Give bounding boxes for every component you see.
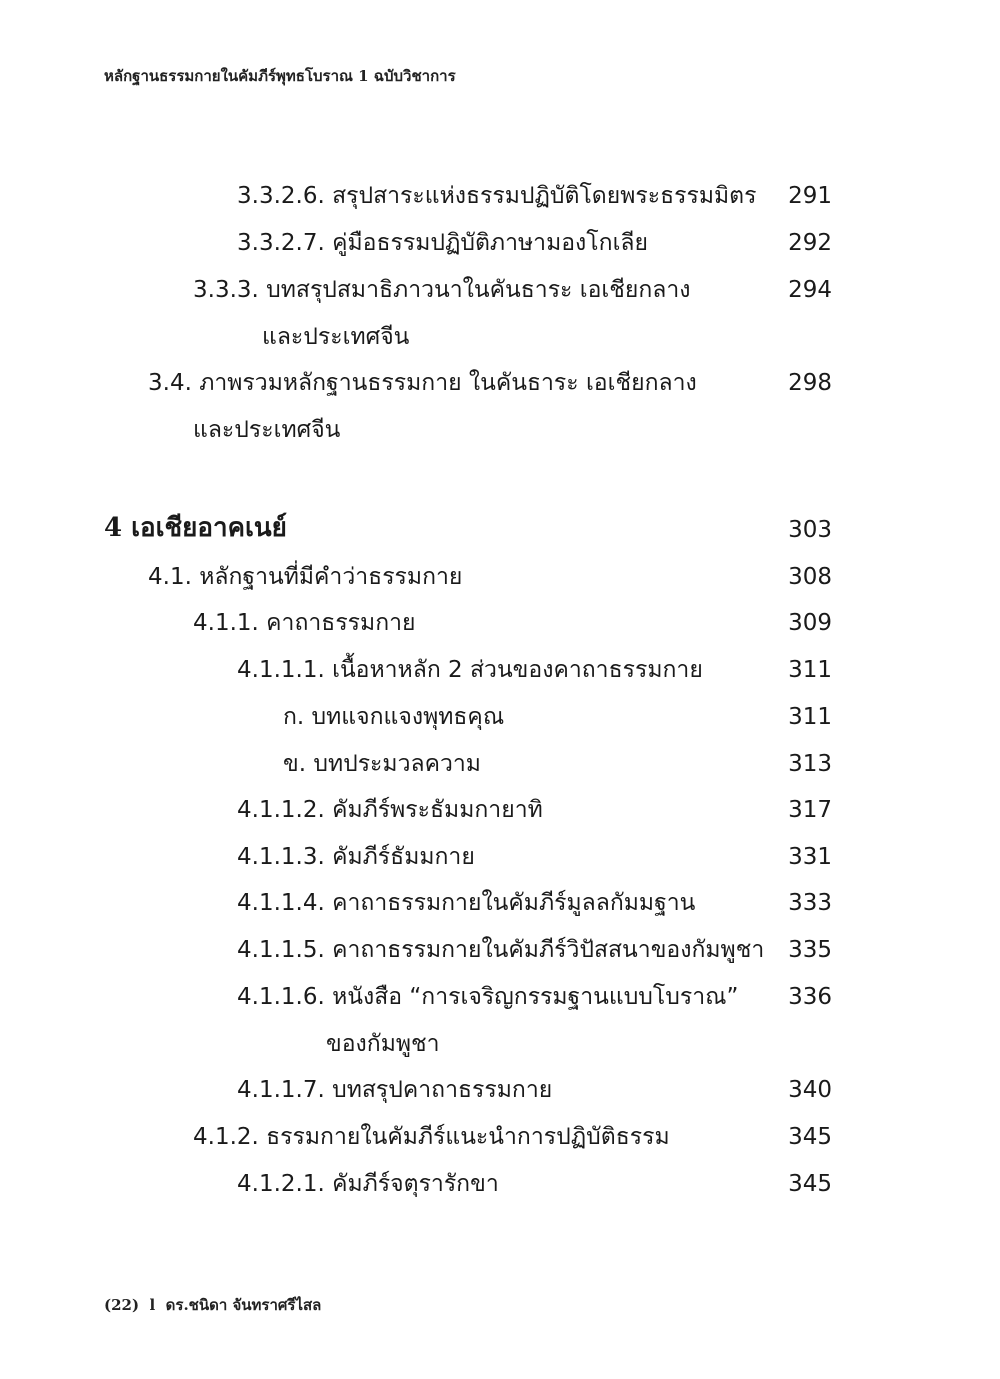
toc-entry-page: 311 bbox=[788, 657, 832, 683]
toc-entry-page: 336 bbox=[788, 984, 832, 1010]
toc-entry-text: 4.1.1.7. บทสรุปคาถาธรรมกาย bbox=[237, 1077, 553, 1103]
toc-chapter-heading: 4 เอเชียอาคเนย์ bbox=[104, 513, 287, 543]
toc-entry-text: 4.1.1.5. คาถาธรรมกายในคัมภีร์วิปัสสนาของกัมพูชา bbox=[237, 937, 765, 963]
toc-entry-text: ก. บทแจกแจงพุทธคุณ bbox=[283, 704, 505, 730]
toc-entry-continuation: และประเทศจีน bbox=[193, 417, 341, 443]
toc-entry-page: 345 bbox=[788, 1124, 832, 1150]
toc-entry-page: 291 bbox=[788, 183, 832, 209]
page-footer: (22) l ดร.ชนิดา จันทราศรีไสล bbox=[104, 1296, 322, 1314]
toc-entry-page: 309 bbox=[788, 610, 832, 636]
toc-entry-page: 298 bbox=[788, 370, 832, 396]
toc-entry-text: 4.1.2. ธรรมกายในคัมภีร์แนะนำการปฏิบัติธรรม bbox=[193, 1124, 670, 1150]
toc-entry-continuation: ของกัมพูชา bbox=[326, 1031, 440, 1057]
toc-entry-text: 4.1.1.1. เนื้อหาหลัก 2 ส่วนของคาถาธรรมกาย bbox=[237, 657, 703, 683]
toc-entry-text: 4.1. หลักฐานที่มีคำว่าธรรมกาย bbox=[148, 564, 463, 590]
toc-entry-page: 294 bbox=[788, 277, 832, 303]
toc-entry-page: 335 bbox=[788, 937, 832, 963]
toc-entry-text: 4.1.1. คาถาธรรมกาย bbox=[193, 610, 416, 636]
toc-entry-page: 313 bbox=[788, 751, 832, 777]
toc-entry-page: 331 bbox=[788, 844, 832, 870]
toc-entry-text: 4.1.1.6. หนังสือ “การเจริญกรรมฐานแบบโบราณ” bbox=[237, 984, 739, 1010]
toc-entry-page: 308 bbox=[788, 564, 832, 590]
toc-chapter-page: 303 bbox=[788, 517, 832, 543]
toc-entry-text: 4.1.1.3. คัมภีร์ธัมมกาย bbox=[237, 844, 475, 870]
toc-entry-continuation: และประเทศจีน bbox=[262, 324, 410, 350]
toc-entry-text: 3.4. ภาพรวมหลักฐานธรรมกาย ในคันธาระ เอเชียกลาง bbox=[148, 370, 697, 396]
toc-entry-page: 333 bbox=[788, 890, 832, 916]
toc-entry-text: 4.1.2.1. คัมภีร์จตุรารักขา bbox=[237, 1171, 499, 1197]
toc-entry-text: 4.1.1.2. คัมภีร์พระธัมมกายาทิ bbox=[237, 797, 543, 823]
toc-entry-page: 340 bbox=[788, 1077, 832, 1103]
running-header: หลักฐานธรรมกายในคัมภีร์พุทธโบราณ 1 ฉบับวิชาการ bbox=[104, 67, 456, 85]
toc-entry-text: 4.1.1.4. คาถาธรรมกายในคัมภีร์มูลลกัมมฐาน bbox=[237, 890, 696, 916]
toc-entry-page: 345 bbox=[788, 1171, 832, 1197]
toc-entry-text: 3.3.3. บทสรุปสมาธิภาวนาในคันธาระ เอเชียกลาง bbox=[193, 277, 691, 303]
toc-entry-page: 292 bbox=[788, 230, 832, 256]
toc-entry-text: 3.3.2.7. คู่มือธรรมปฏิบัติภาษามองโกเลีย bbox=[237, 230, 649, 256]
toc-entry-page: 317 bbox=[788, 797, 832, 823]
toc-entry-page: 311 bbox=[788, 704, 832, 730]
toc-entry-text: ข. บทประมวลความ bbox=[283, 751, 481, 777]
toc-entry-text: 3.3.2.6. สรุปสาระแห่งธรรมปฏิบัติโดยพระธรรมมิตร bbox=[237, 183, 757, 209]
